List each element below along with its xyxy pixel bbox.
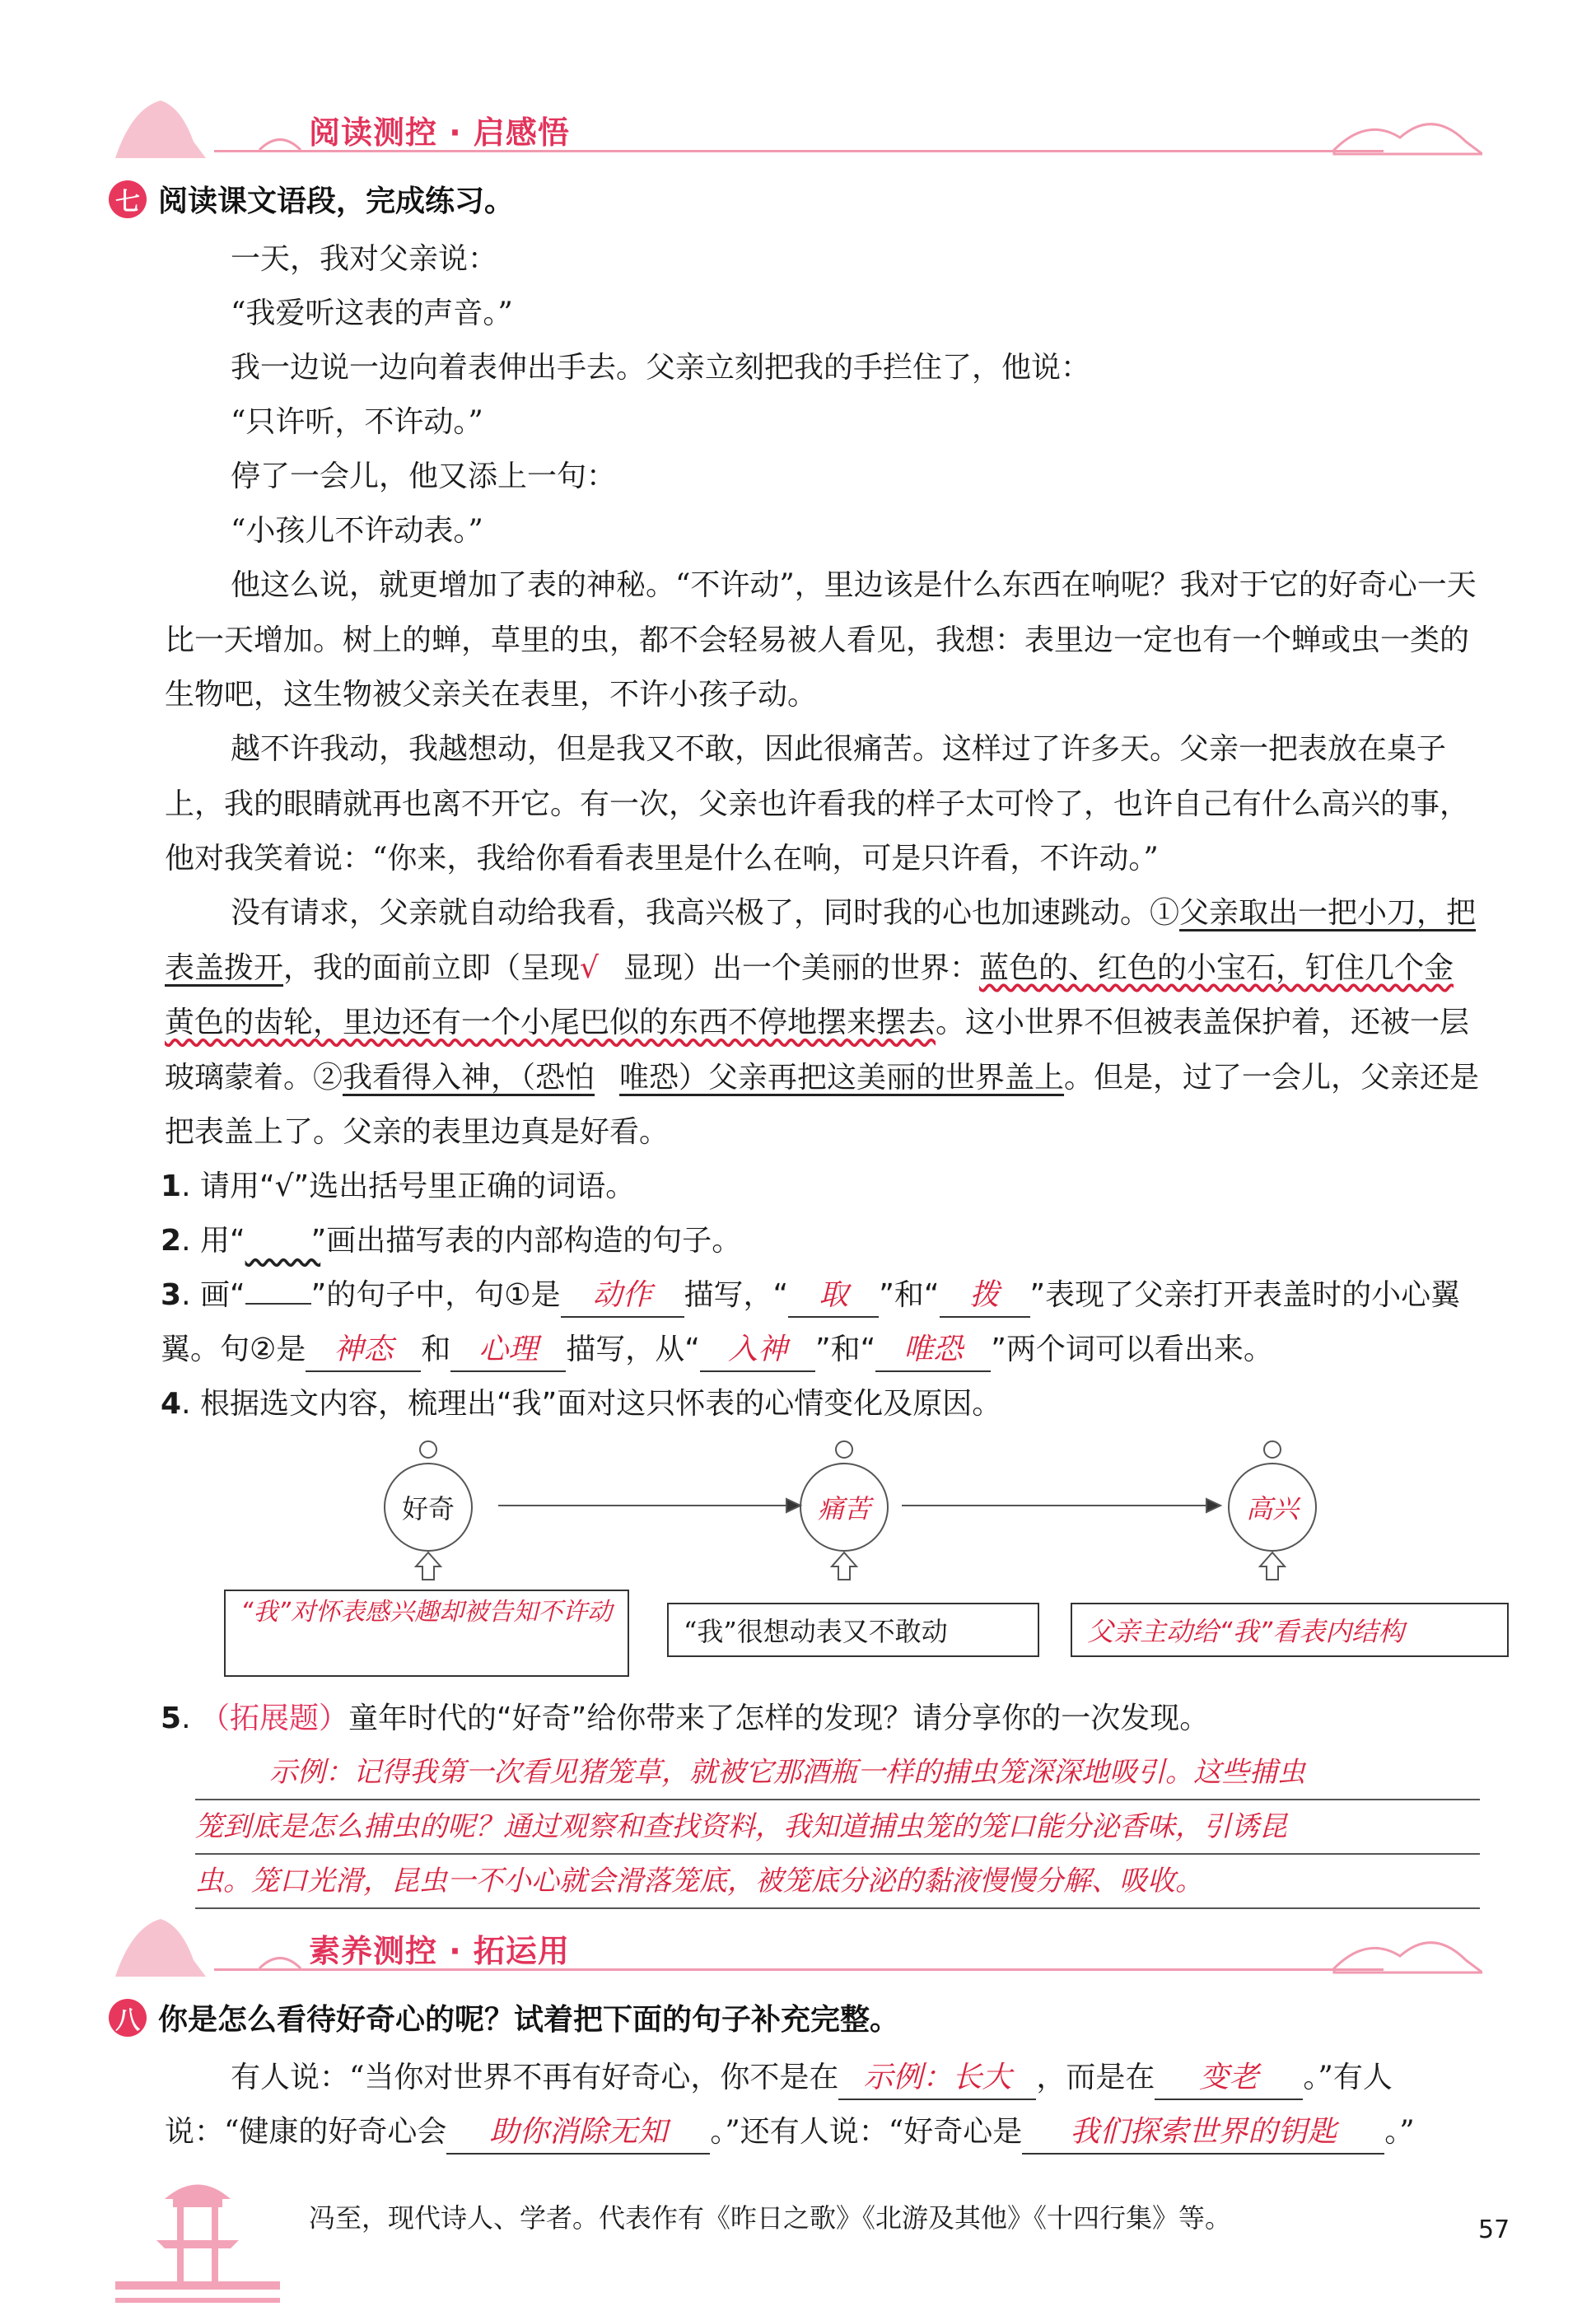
answer-blank-5[interactable]: 心理 — [450, 1329, 566, 1372]
reason-box-1[interactable]: “我”对怀表感兴趣却被告知不许动 — [224, 1590, 629, 1677]
q8-blank-3[interactable]: 助你消除无知 — [446, 2112, 710, 2155]
passage-line-4: “只许听，不许动。” — [231, 405, 483, 439]
section-banner-reading — [115, 92, 1482, 166]
para3-text-c: ，我的面前立即（呈现 — [283, 950, 581, 985]
section-title: 阅读测控 · 启感悟 — [309, 114, 570, 151]
q8-blank-2[interactable]: 变老 — [1155, 2057, 1303, 2100]
passage-line-3: 我一边说一边向着表伸出手去。父亲立刻把我的手拦住了，他说： — [231, 351, 1091, 385]
q8-text-5: 。”还有人说：“好奇心是 — [710, 2115, 1023, 2149]
passage-line-2: “我爱听这表的声音。” — [231, 296, 513, 330]
question-8-title: 你是怎么看待好奇心的呢？试着把下面的句子补充完整。 — [158, 2003, 900, 2037]
exercise-2-text-b: ”画出描写表的内部构造的句子。 — [310, 1224, 742, 1258]
q8-blank-1[interactable]: 示例：长大 — [838, 2057, 1036, 2100]
answer-blank-3[interactable]: 拨 — [940, 1275, 1030, 1318]
question-number-badge: 八 — [109, 1999, 147, 2037]
exercise-3-text-c: 描写，“ — [684, 1278, 789, 1312]
para3-text-e: 。这小世界不但被表盖保护着，还被一层玻璃蒙着。② — [165, 1006, 1470, 1095]
exercise-3-text-f: 和 — [421, 1333, 451, 1366]
exercise-3: 3. 画“ ”的句子中，句①是 动作 描写，“ 取 ”和“ 拨 ”表现了父亲打开表盖时的小心翼翼。句②是 神态 和 心理 描写，从“ 入神 ”和“ 唯恐 ”两个词可以看出来。 — [161, 1268, 1486, 1377]
para3-text-g: 。但是，过了一会儿，父亲还是把表盖上了。父亲的表里边真是好看。 — [165, 1060, 1480, 1149]
exercise-3-text-i: ”两个词可以看出来。 — [991, 1333, 1273, 1366]
exercise-3-text-e: ”表现了父亲打开表盖时的小心翼翼。句②是 — [161, 1278, 1461, 1366]
passage-line-1: 一天，我对父亲说： — [231, 242, 498, 276]
exercise-3-text-b: ”的句子中，句①是 — [310, 1278, 561, 1312]
q8-text-3: 。”有人 — [1303, 2061, 1393, 2094]
exercise-4: 4. 根据选文内容，梳理出“我”面对这只怀表的心情变化及原因。 — [161, 1387, 1002, 1421]
para3-text-f: 我看得入神，（恐怕 — [343, 1060, 595, 1095]
reason-box-3[interactable]: 父亲主动给“我”看表内结构 — [1071, 1603, 1509, 1657]
answer-blank-2[interactable]: 取 — [788, 1275, 879, 1318]
reason-box-2: “我”很想动表又不敢动 — [667, 1603, 1039, 1657]
passage-paragraph-1: 他这么说，就更增加了表的神秘。“不许动”，里边该是什么东西在响呢？我对于它的好奇心一天比一天增加。树上的蝉，草里的虫，都不会轻易被人看见，我想：表里边一定也有一个蝉或虫一类的生物吧，这生物被父亲关在表里，不许小孩子动。 — [165, 568, 1477, 712]
exercise-4-text: 根据选文内容，梳理出“我”面对这只怀表的心情变化及原因。 — [199, 1387, 1002, 1421]
wavy-line-sample — [245, 1214, 311, 1268]
q8-text-6: 。” — [1384, 2115, 1415, 2149]
q8-line-2 — [165, 2105, 1482, 2159]
answer-blank-4[interactable]: 神态 — [306, 1329, 421, 1372]
answer-5-line-2[interactable]: 笼到底是怎么捕虫的呢？通过观察和查找资料，我知道捕虫笼的笼口能分泌香味，引诱昆 — [195, 1800, 1480, 1855]
question-8-heading — [109, 1996, 899, 2038]
pavilion-decoration-icon — [115, 2166, 280, 2311]
para3-text-a: 没有请求，父亲就自动给我看，我高兴极了，同时我的心也加速跳动。① — [231, 896, 1180, 930]
exercise-3-text-a: 画“ — [199, 1278, 245, 1312]
passage-line-5: 停了一会儿，他又添上一句： — [231, 460, 617, 493]
q8-line-1 — [231, 2051, 1548, 2105]
answer-5-line-3[interactable]: 虫。笼口光滑，昆虫一不小心就会滑落笼底，被笼底分泌的黏液慢慢分解、吸收。 — [195, 1855, 1480, 1909]
emotion-circle-curious: 好奇 — [384, 1463, 473, 1552]
exercise-3-text-g: 描写，从“ — [566, 1333, 700, 1366]
exercise-3-text-h: ”和“ — [814, 1333, 876, 1366]
section-title: 素养测控 · 拓运用 — [309, 1933, 570, 1969]
sentence-1-underlined: 父亲取出一把小刀，把表盖拨开 — [165, 896, 1477, 985]
exercise-5: 5. （拓展题）童年时代的“好奇”给你带来了怎样的发现？请分享你的一次发现。 — [161, 1702, 1210, 1735]
q8-blank-4[interactable]: 我们探索世界的钥匙 — [1022, 2112, 1384, 2155]
exercise-3-text-d: ”和“ — [879, 1278, 940, 1312]
q8-text-4: 说：“健康的好奇心会 — [165, 2115, 447, 2149]
passage-line-6: “小孩儿不许动表。” — [231, 514, 483, 548]
question-7-heading — [109, 178, 514, 220]
section-banner-literacy — [115, 1911, 1482, 1985]
page-number: 57 — [1478, 2215, 1510, 2244]
passage-paragraph-3 — [165, 886, 1482, 1160]
answer-blank-7[interactable]: 唯恐 — [875, 1329, 991, 1372]
extension-tag: （拓展题） — [199, 1702, 348, 1735]
exercise-1-text: 请用“√”选出括号里正确的词语。 — [199, 1170, 636, 1203]
straight-line-sample — [245, 1303, 311, 1305]
sentence-2-underlined — [343, 1061, 1064, 1095]
answer-blank-6[interactable]: 入神 — [700, 1329, 815, 1372]
para3-text-c2: 显现）出一个美丽的世界： — [623, 950, 979, 985]
exercise-2-text-a: 用“ — [199, 1224, 245, 1258]
internal-structure-wavy-sentence: 蓝色的、红色的小宝石，钉住几个金黄色的齿轮，里边还有一个小尾巴似的东西不停地摆来摆去 — [165, 950, 1454, 1039]
answer-blank-1[interactable]: 动作 — [561, 1275, 684, 1318]
answer-5-line-1[interactable]: 示例：记得我第一次看见猪笼草，就被它那酒瓶一样的捕虫笼深深地吸引。这些捕虫 — [195, 1746, 1480, 1800]
exercise-5-text: 童年时代的“好奇”给你带来了怎样的发现？请分享你的一次发现。 — [348, 1702, 1210, 1735]
emotion-circle-pain[interactable]: 痛苦 — [800, 1463, 889, 1552]
question-number-badge: 七 — [109, 180, 147, 218]
passage-paragraph-2: 越不许我动，我越想动，但是我又不敢，因此很痛苦。这样过了许多天。父亲一把表放在桌子上，我的眼睛就再也离不开它。有一次，父亲也许看我的样子太可怜了，也许自己有什么高兴的事，他对我笑着说：“你来，我给你看看表里是什么在响，可是只许看，不许动。” — [165, 732, 1470, 875]
para3-text-f2: 唯恐）父亲再把这美丽的世界盖上 — [619, 1060, 1065, 1095]
emotion-circle-happy[interactable]: 高兴 — [1228, 1463, 1317, 1552]
exercise-1: 1. 请用“√”选出括号里正确的词语。 — [161, 1170, 636, 1203]
question-7-title: 阅读课文语段，完成练习。 — [158, 184, 515, 218]
q8-text-1: 有人说：“当你对世界不再有好奇心，你不是在 — [231, 2061, 839, 2094]
exercise-2: 2. 用“ ”画出描写表的内部构造的句子。 — [161, 1214, 741, 1268]
q8-text-2: ，而是在 — [1036, 2061, 1155, 2094]
checkmark-icon: √ — [580, 950, 599, 985]
footer-note: 冯至，现代诗人、学者。代表作有《昨日之歌》《北游及其他》《十四行集》等。 — [309, 2202, 1232, 2234]
